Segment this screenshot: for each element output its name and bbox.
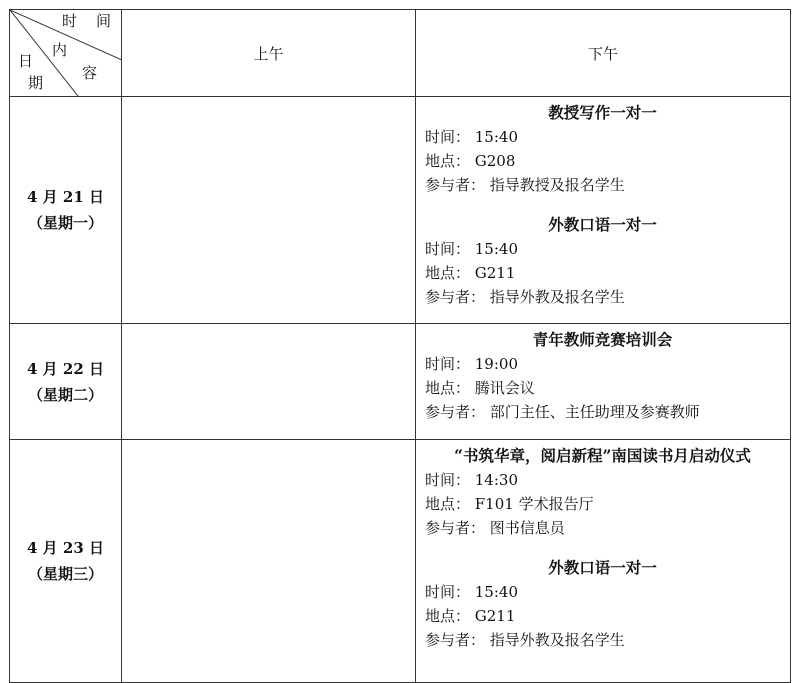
afternoon-cell xyxy=(416,97,791,324)
afternoon-header: 下午 xyxy=(416,10,791,97)
event-time: 时间： 14:30 xyxy=(425,471,518,489)
event-place: 地点： F101 学术报告厅 xyxy=(425,495,594,513)
corner-label-ri: 日 xyxy=(18,52,34,70)
weekday-label: （星期二） xyxy=(27,385,103,404)
schedule-row-3 xyxy=(10,440,791,683)
event-item xyxy=(425,444,790,540)
event-participants: 参与者： 指导教授及报名学生 xyxy=(425,176,625,194)
date-cell xyxy=(10,324,122,440)
event-place: 地点： 腾讯会议 xyxy=(425,379,535,397)
weekday-label: （星期三） xyxy=(27,565,103,583)
schedule-row-1 xyxy=(10,97,791,324)
event-time: 时间： 15:40 xyxy=(425,583,518,601)
corner-label-qi: 期 xyxy=(28,74,44,92)
event-title: 教授写作一对一 xyxy=(548,103,657,122)
event-item xyxy=(425,101,790,197)
event-item xyxy=(425,213,790,309)
morning-cell xyxy=(122,440,416,683)
event-title: “书筑华章，阅启新程”南国读书月启动仪式 xyxy=(454,446,751,465)
corner-label-shi: 时 xyxy=(62,12,78,30)
event-time: 时间： 15:40 xyxy=(425,240,518,258)
afternoon-cell xyxy=(416,324,791,440)
event-place: 地点： G211 xyxy=(425,607,516,625)
weekday-label: （星期一） xyxy=(27,214,103,232)
event-participants: 参与者： 图书信息员 xyxy=(425,519,565,537)
event-time: 时间： 19:00 xyxy=(425,355,518,373)
event-time: 时间： 15:40 xyxy=(425,128,518,146)
morning-cell xyxy=(122,324,416,440)
event-place: 地点： G211 xyxy=(425,264,516,282)
event-participants: 参与者： 指导外教及报名学生 xyxy=(425,288,625,306)
corner-label-rong: 容 xyxy=(82,64,98,82)
event-item xyxy=(425,556,790,652)
event-title: 青年教师竞赛培训会 xyxy=(532,330,673,349)
corner-label-jian: 间 xyxy=(96,12,112,30)
date-cell xyxy=(10,440,122,683)
date-label: 4 月 22 日 xyxy=(27,359,104,378)
event-participants: 参与者： 部门主任、主任助理及参赛教师 xyxy=(425,403,700,421)
date-label: 4 月 21 日 xyxy=(27,188,104,206)
event-participants: 参与者： 指导外教及报名学生 xyxy=(425,631,625,649)
corner-label-nei: 内 xyxy=(52,41,68,59)
morning-header: 上午 xyxy=(122,10,416,97)
event-place: 地点： G208 xyxy=(425,152,516,170)
afternoon-cell xyxy=(416,440,791,683)
event-title: 外教口语一对一 xyxy=(548,215,657,234)
schedule-row-2 xyxy=(10,324,791,440)
event-item xyxy=(425,328,790,424)
header-row xyxy=(10,10,791,97)
date-label: 4 月 23 日 xyxy=(27,539,104,557)
diagonal-header-cell xyxy=(10,10,122,97)
date-cell xyxy=(10,97,122,324)
event-title: 外教口语一对一 xyxy=(548,558,657,577)
morning-cell xyxy=(122,97,416,324)
schedule-table xyxy=(9,9,791,683)
